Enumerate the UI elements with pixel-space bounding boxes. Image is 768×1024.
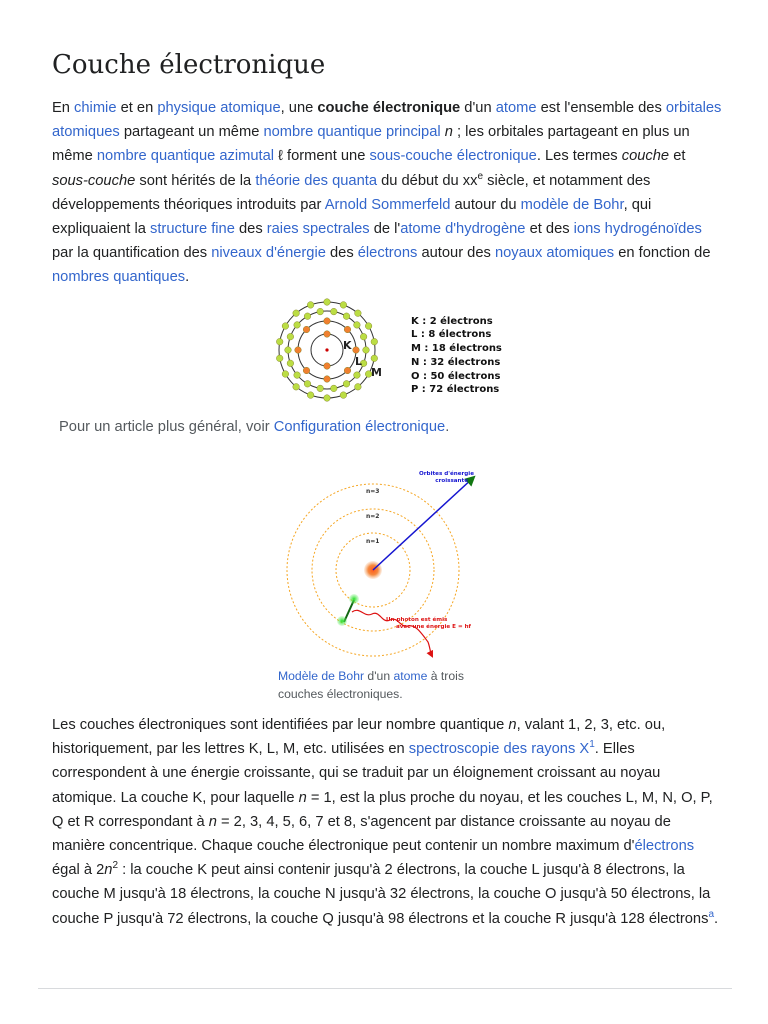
electron-dot — [294, 372, 301, 379]
orbit-label: n=1 — [366, 538, 380, 545]
inline-link[interactable]: atome — [393, 669, 428, 683]
electron-dot — [344, 367, 351, 374]
electron-dot — [324, 318, 331, 325]
text-run: par la quantification des — [52, 245, 212, 262]
italic-term: couche — [621, 148, 670, 165]
electron-dot — [303, 367, 310, 374]
text-run: . — [185, 269, 190, 286]
electron-dot — [282, 323, 289, 330]
inline-link[interactable]: spectroscopie des rayons X — [408, 741, 590, 758]
electron-dot — [324, 363, 331, 370]
electron-dot — [293, 384, 300, 391]
electron-dot — [317, 308, 324, 315]
electron-dot — [324, 376, 331, 383]
electron-dot — [331, 385, 338, 392]
text-run: ℓ forment une — [274, 148, 370, 165]
text-run: des — [234, 221, 267, 238]
inline-link[interactable]: Modèle de Bohr — [278, 669, 365, 683]
inline-link[interactable]: physique atomique — [157, 100, 281, 116]
text-run: ; les orbitales partageant en plus un même — [52, 124, 690, 165]
text-run: , valant 1, 2, 3, etc. ou, historiquement, par les lettres K, L, M, etc. utilisées en — [52, 717, 666, 758]
hatnote-prefix: Pour un article plus général, voir — [59, 419, 274, 435]
svg-text:Orbites d'énergie: Orbites d'énergie — [419, 471, 474, 477]
electron-inner — [337, 616, 347, 626]
text-run: : la couche K peut ainsi contenir jusqu'à 2 électrons, la couche L jusqu'à 8 électrons, la couche M jusqu'à 18 électrons, la couche N jusqu'à 32 électrons, la couche O jusqu'à 50 électrons, la couche P jusqu'à 72 électrons, la couche Q jusqu'à 98 électrons et la couche R jusqu'à 128 électrons — [52, 862, 711, 927]
inline-link[interactable]: raies spectrales — [266, 221, 370, 238]
text-run: est l'ensemble des — [536, 100, 666, 116]
electron-dot — [365, 323, 372, 330]
legend-line: K : 2 électrons — [411, 316, 493, 327]
legend-line: O : 50 électrons — [411, 371, 501, 382]
text-run: du début du xx — [377, 172, 478, 189]
svg-text:Un photon est émis: Un photon est émis — [386, 617, 448, 623]
inline-link[interactable]: ions hydrogénoïdes — [573, 221, 702, 238]
shell-letter-l: L — [355, 355, 363, 368]
italic-term: n — [444, 124, 453, 141]
text-run: d'un — [460, 100, 496, 116]
electron-dot — [294, 322, 301, 329]
electron-outer — [349, 594, 359, 604]
electron-dot — [340, 392, 347, 399]
electron-dot — [303, 326, 310, 333]
text-run: et — [669, 148, 686, 165]
bold-term: couche électronique — [317, 100, 461, 116]
electron-dot — [317, 385, 324, 392]
inline-link[interactable]: nombre quantique azimutal — [96, 148, 275, 165]
text-run: siècle, et notamment des développements théoriques introduits par — [52, 172, 651, 213]
shell-letter-m: M — [371, 366, 382, 379]
figure-caption — [278, 668, 498, 703]
inline-link[interactable]: sous-couche électronique — [369, 148, 537, 165]
text-run: des — [325, 245, 358, 262]
text-run: et des — [525, 221, 574, 238]
electron-dot — [307, 392, 314, 399]
inline-link[interactable]: niveaux d'énergie — [211, 245, 326, 262]
energy-arrow-label — [419, 470, 474, 484]
inline-link[interactable]: modèle de Bohr — [520, 196, 624, 213]
text-run: partageant un même — [119, 124, 264, 141]
italic-term: sous-couche — [52, 172, 136, 189]
electron-dot — [293, 310, 300, 317]
text-run: et en — [116, 100, 158, 116]
text-run: En — [52, 100, 75, 116]
text-run: à trois couches électroniques. — [278, 669, 464, 701]
svg-text:avec une énergie E = hf: avec une énergie E = hf — [396, 624, 471, 630]
electron-dot — [360, 333, 367, 340]
electron-dot — [304, 313, 311, 320]
text-run: Les couches électroniques sont identifiées par leur nombre quantique — [52, 717, 509, 733]
text-run: , qui expliquaient la — [52, 196, 652, 238]
inline-link[interactable]: orbitales atomiques — [52, 100, 722, 141]
text-run: autour des — [417, 245, 495, 262]
text-run: sont hérités de la — [135, 172, 256, 189]
inline-link[interactable]: structure fine — [150, 221, 235, 238]
svg-text:croissante: croissante — [435, 478, 468, 484]
section-divider — [38, 988, 732, 989]
electron-dot — [307, 302, 314, 309]
italic-term: n — [298, 789, 307, 806]
electron-dot — [354, 322, 361, 329]
electron-dot — [371, 355, 378, 362]
electron-dot — [355, 310, 362, 317]
page-title: Couche électronique — [52, 50, 326, 80]
legend-line: N : 32 électrons — [411, 357, 501, 368]
inline-link[interactable]: a — [708, 908, 714, 920]
energy-arrow — [373, 477, 474, 570]
electron-dot — [343, 313, 350, 320]
text-run: . — [714, 910, 719, 927]
electron-dot — [324, 395, 331, 402]
electron-dot — [331, 308, 338, 315]
text-run: 2 — [112, 860, 119, 872]
legend-line: M : 18 électrons — [411, 343, 502, 354]
electron-dot — [371, 338, 378, 345]
text-run: e — [477, 170, 484, 182]
text-run: = 2, 3, 4, 5, 6, 7 et 8, s'agencent par distance croissante au noyau de manière concentrique. Chaque couche électronique peut contenir un nombre maximum d' — [52, 813, 671, 855]
electron-dot — [340, 302, 347, 309]
hatnote — [59, 419, 449, 435]
electron-dot — [324, 299, 331, 306]
electron-dot — [276, 338, 283, 345]
inline-link[interactable]: chimie — [74, 100, 117, 116]
electron-dot — [363, 347, 370, 354]
inline-link[interactable]: théorie des quanta — [255, 172, 377, 189]
hatnote-suffix: . — [445, 419, 450, 435]
electron-dot — [355, 384, 362, 391]
inline-link[interactable]: nombre quantique principal — [263, 124, 441, 141]
bohr-model-figure — [278, 466, 488, 662]
inline-link[interactable]: noyaux atomiques — [494, 245, 615, 262]
inline-link[interactable]: électrons — [634, 838, 695, 855]
electron-dot — [354, 372, 361, 379]
italic-term: n — [208, 813, 217, 830]
italic-term: n — [104, 862, 113, 879]
electron-dot — [282, 371, 289, 378]
orbit-label: n=3 — [366, 488, 380, 495]
intro-paragraph — [52, 96, 722, 290]
text-run: autour du — [450, 196, 521, 213]
electron-dot — [304, 381, 311, 388]
text-run: égal à 2 — [52, 862, 105, 879]
legend-line: P : 72 électrons — [411, 384, 500, 395]
electron-shells-figure — [276, 306, 502, 402]
shell-letter-k: K — [343, 339, 352, 352]
electron-dot — [276, 355, 283, 362]
legend-line: L : 8 électrons — [411, 329, 492, 340]
electron-dot — [285, 347, 292, 354]
inline-link[interactable]: Arnold Sommerfeld — [324, 196, 451, 213]
electron-dot — [344, 326, 351, 333]
electron-dot — [343, 381, 350, 388]
orbit-label: n=2 — [366, 513, 380, 520]
text-run: , une — [280, 100, 318, 116]
electron-dot — [353, 347, 360, 354]
inline-link[interactable]: 1 — [589, 739, 595, 751]
electron-dot — [324, 331, 331, 338]
shell-capacity-legend — [411, 315, 502, 395]
inline-link[interactable]: électrons — [357, 245, 418, 262]
inline-link[interactable]: atome d'hydrogène — [400, 221, 526, 238]
electron-dot — [295, 347, 302, 354]
text-run: = 1, est la plus proche du noyau, et les couches L, M, N, O, P, Q et R correspondant à — [52, 789, 713, 830]
nucleus-dot — [325, 348, 328, 351]
electron-dot — [287, 333, 294, 340]
text-run: . Elles correspondent à une énergie croissante, qui se traduit par un éloignement croissant au noyau atomique. La couche K, pour laquelle — [52, 741, 661, 806]
orbit-labels — [366, 488, 379, 545]
photon-label — [386, 616, 472, 630]
text-run: d'un — [364, 669, 394, 683]
body-paragraph — [52, 713, 722, 931]
text-run: en fonction de — [614, 245, 711, 262]
inline-link[interactable]: nombres quantiques — [52, 269, 186, 286]
link-configuration-electronique[interactable]: Configuration électronique — [273, 419, 446, 435]
text-run: de l' — [369, 221, 401, 238]
text-run: . Les termes — [536, 148, 622, 165]
electron-dot — [287, 360, 294, 367]
italic-term: n — [508, 717, 517, 733]
inline-link[interactable]: atome — [495, 100, 537, 116]
